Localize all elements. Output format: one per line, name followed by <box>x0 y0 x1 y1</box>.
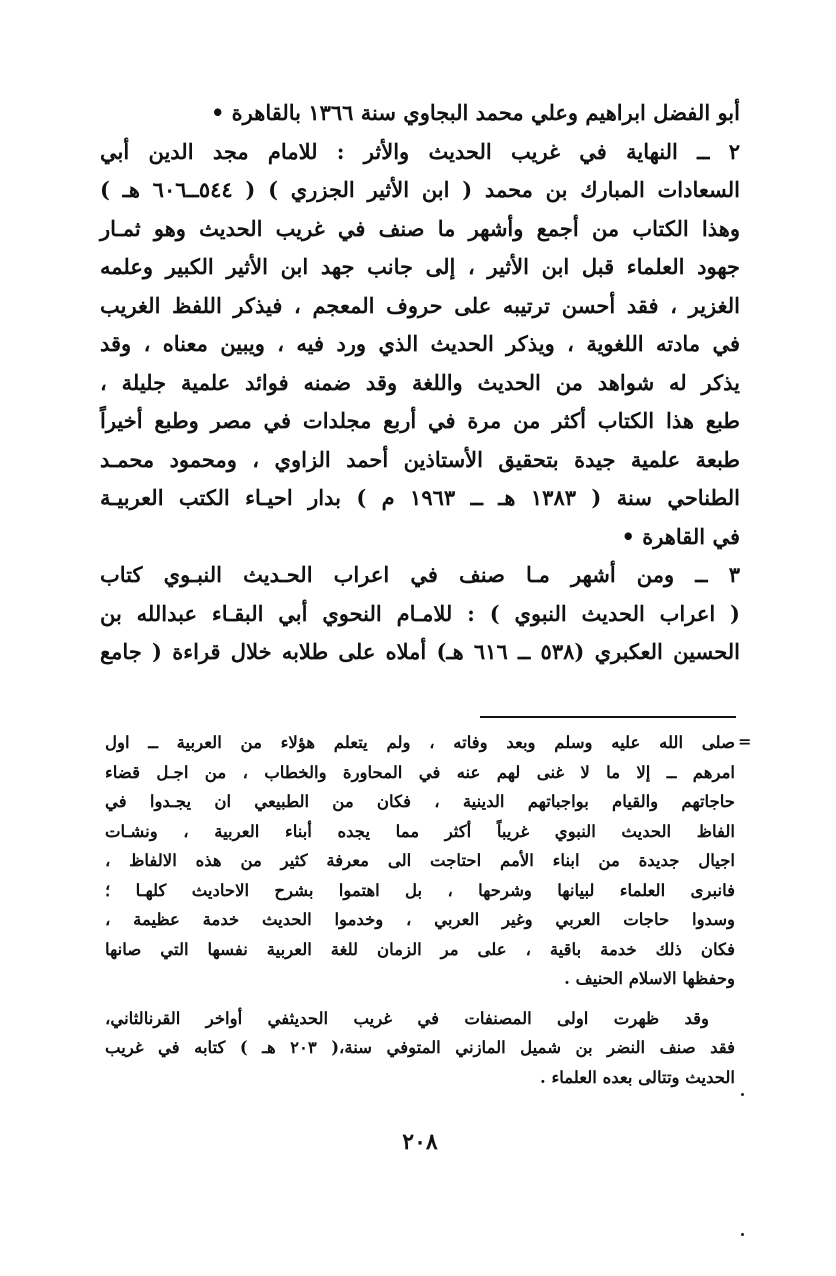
text-line: الحسين العكبري (٥٣٨ ــ ٦١٦ هـ) أملاه على طلابه خلال قراءة ( جامع <box>100 639 740 664</box>
footnote-line: وقد ظهرت اولى المصنفات في غريب الحديثفي أواخر القرنالثاني، <box>105 1008 709 1028</box>
text-line: في القاهرة • <box>621 523 740 549</box>
footnote-paragraph <box>105 1004 735 1093</box>
footnote-block <box>105 728 735 1092</box>
footnote-line: حاجاتهم والقيام بواجباتهم الدينية ، فكان من الطبيعي ان يجـدوا في <box>105 792 735 811</box>
text-line: الغزير ، فقد أحسن ترتيبه على حروف المعجم ، فيذكر اللفظ الغريب <box>100 292 740 318</box>
text-line: ٣ ــ ومن أشهر مـا صنف في اعراب الحـديث النبـوي كتاب <box>100 562 740 587</box>
text-line: طبع هذا الكتاب أكثر من مرة في أربع مجلدات في مصر وطبع أخيراً <box>100 408 740 433</box>
print-speck <box>741 1093 744 1096</box>
text-line: ( اعراب الحديث النبوي ) : للامـام النحوي أبي البقـاء عبدالله بن <box>100 600 740 626</box>
footnote-line: فقد صنف النضر بن شميل المازني المتوفي سنة،( ٢٠٣ هـ ) كتابه في غريب <box>105 1038 736 1057</box>
footnote-paragraph <box>105 728 735 994</box>
text-line: في مادته اللغوية ، ويذكر الحديث الذي ورد فيه ، ويبين معناه ، وقد <box>100 331 740 356</box>
text-line: السعادات المبارك بن محمد ( ابن الأثير الجزري ) ( ٥٤٤ــ٦٠٦ هـ ) <box>100 177 740 202</box>
text-line: وهذا الكتاب من أجمع وأشهر ما صنف في غريب الحديث وهو ثمـار <box>100 215 740 241</box>
paragraph-gap <box>105 994 735 1004</box>
footnote-continuation-marker: = <box>738 732 752 751</box>
main-text-block <box>100 94 740 672</box>
print-speck <box>741 1233 744 1236</box>
text-line: الطناحي سنة ( ١٣٨٣ هـ ــ ١٩٦٣ م ) بدار احيـاء الكتب العربيـة <box>100 485 740 510</box>
text-line: يذكر له شواهد من الحديث واللغة وقد ضمنه فوائد علمية جليلة ، <box>100 369 740 395</box>
footnote-line: وحفظها الاسلام الحنيف . <box>564 969 735 988</box>
page-number: ٢٠٨ <box>402 1129 438 1155</box>
footnote-line: الفاظ الحديث النبوي غريباً أكثر مما يجده أبناء العربية ، ونشـات <box>105 821 735 841</box>
footnote-line: فانبرى العلماء لبيانها وشرحها ، بل اهتموا بشرح الاحاديث كلهـا ؛ <box>105 880 735 900</box>
text-line: ٢ ــ النهاية في غريب الحديث والأثر : للامام مجد الدين أبي <box>100 138 740 164</box>
text-line: جهود العلماء قبل ابن الأثير ، إلى جانب جهد ابن الأثير الكبير وعلمه <box>100 254 740 279</box>
text-line: طبعة علمية جيدة بتحقيق الأستاذين أحمد الزاوي ، ومحمود محمـد <box>100 446 740 472</box>
footnote-line: اجيال جديدة من ابناء الأمم احتاجت الى معرفة كثير من هذه الالفاظ ، <box>105 851 735 870</box>
footnote-line: صلى الله عليه وسلم وبعد وفاته ، ولم يتعلم هؤلاء من العربية ــ اول <box>105 733 735 752</box>
text-line: أبو الفضل ابراهيم وعلي محمد البجاوي سنة ١٣٦٦ بالقاهرة • <box>210 100 740 125</box>
footnote-divider <box>480 716 736 718</box>
footnote-line: الحديث وتتالى بعده العلماء . <box>539 1067 735 1087</box>
footnote-line: فكان ذلك خدمة باقية ، على مر الزمان للغة العربية نفسها التي صانها <box>105 939 735 959</box>
footnote-line: وسدوا حاجات العربي وغير العربي ، وخدموا الحديث خدمة عظيمة ، <box>105 910 735 929</box>
footnote-line: امرهم ــ إلا ما لا غنى لهم عنه في المحاورة والخطاب ، من اجـل قضاء <box>105 762 735 782</box>
